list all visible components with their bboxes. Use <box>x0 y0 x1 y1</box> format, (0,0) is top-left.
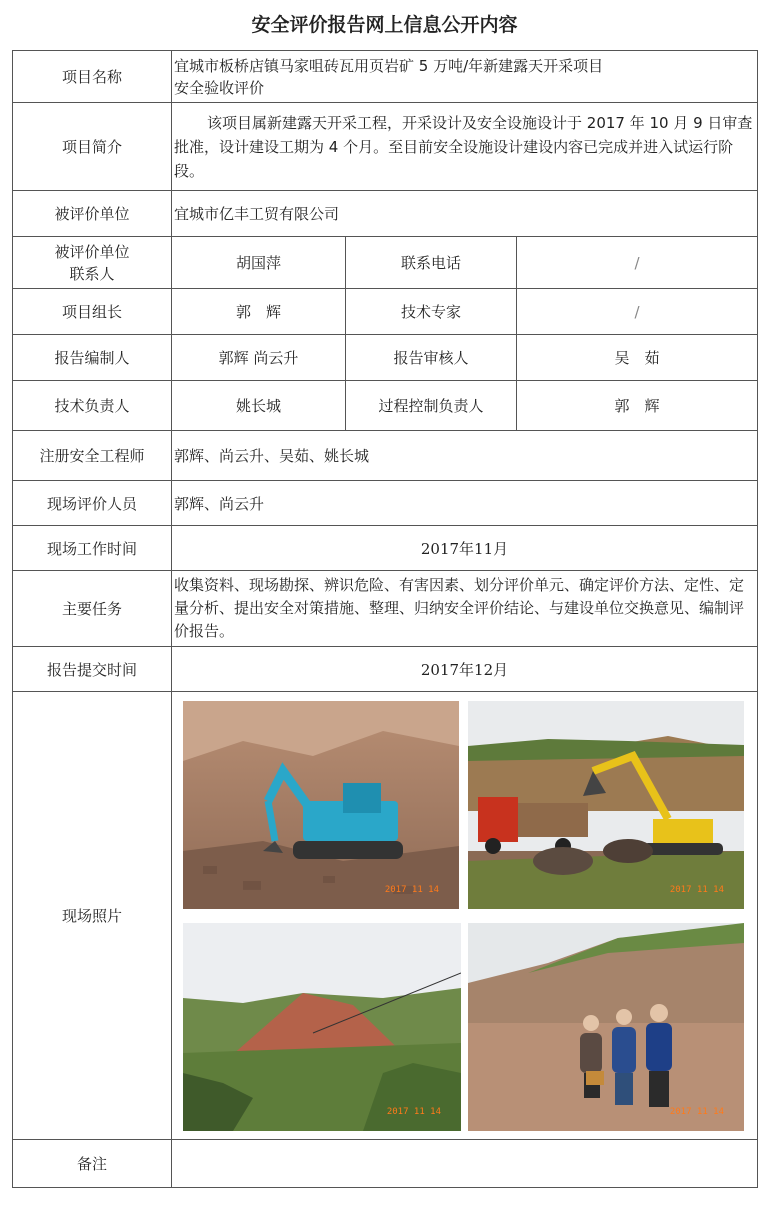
project-intro-text: 该项目属新建露天开采工程，开采设计及安全设施设计于 2017 年 10 月 9 日审查批准，设计建设工期为 4 个月。至目前安全设施设计建设内容已完成并进入试运行阶段。 <box>172 103 758 191</box>
evaluators-label: 现场评价人员 <box>13 481 172 526</box>
row-remarks <box>13 1140 758 1188</box>
expert-value: / <box>517 289 758 335</box>
row-engineers <box>13 431 758 481</box>
row-evaluators <box>13 481 758 526</box>
reviewer-label: 报告审核人 <box>346 335 517 381</box>
tech-lead-label: 技术负责人 <box>13 381 172 431</box>
engineers-label: 注册安全工程师 <box>13 431 172 481</box>
contact-value: 胡国萍 <box>172 237 346 289</box>
project-name-line1: 宜城市板桥店镇马家咀砖瓦用页岩矿 5 万吨/年新建露天开采项目 <box>174 56 604 75</box>
photo-soil-mound <box>183 923 461 1131</box>
phone-label: 联系电话 <box>346 237 517 289</box>
evaluated-unit-value: 宜城市亿丰工贸有限公司 <box>172 191 758 237</box>
team-photo-image <box>468 923 744 1131</box>
photo-date-stamp: 2017 11 14 <box>384 884 439 895</box>
row-report-author <box>13 335 758 381</box>
process-value: 郭 辉 <box>517 381 758 431</box>
tasks-text: 收集资料、现场勘探、辨识危险、有害因素、划分评价单元、确定评价方法、定性、定量分析、提出安全对策措施、整理、归纳安全评价结论、与建设单位交换意见、编制评价报告。 <box>172 571 758 647</box>
row-contact <box>13 237 758 289</box>
photos-label: 现场照片 <box>13 692 172 1140</box>
evaluators-value: 郭辉、尚云升 <box>172 481 758 526</box>
contact-label-line1: 被评价单位 <box>54 242 130 261</box>
photo-grid <box>172 693 757 1139</box>
row-photos <box>13 692 758 1140</box>
row-project-intro <box>13 103 758 191</box>
expert-label: 技术专家 <box>346 289 517 335</box>
contact-label <box>13 237 172 289</box>
tech-lead-value: 姚长城 <box>172 381 346 431</box>
report-author-label: 报告编制人 <box>13 335 172 381</box>
photo-date-stamp: 2017 11 14 <box>386 1106 441 1117</box>
row-evaluated-unit <box>13 191 758 237</box>
project-name-label: 项目名称 <box>13 51 172 103</box>
submit-time-label: 报告提交时间 <box>13 647 172 692</box>
process-label: 过程控制负责人 <box>346 381 517 431</box>
report-author-value: 郭辉 尚云升 <box>172 335 346 381</box>
row-tech-lead <box>13 381 758 431</box>
excavator-photo-image <box>183 701 459 909</box>
photo-truck-loading <box>468 701 744 909</box>
info-table <box>12 50 758 1188</box>
photo-date-stamp: 2017 11 14 <box>669 1106 724 1117</box>
project-name-value <box>172 51 758 103</box>
project-name-line2: 安全验收评价 <box>174 78 265 97</box>
row-submit-time <box>13 647 758 692</box>
photo-team-on-site <box>468 923 744 1131</box>
tasks-label: 主要任务 <box>13 571 172 647</box>
photos-cell <box>172 692 758 1140</box>
work-time-label: 现场工作时间 <box>13 526 172 571</box>
project-intro-label: 项目简介 <box>13 103 172 191</box>
reviewer-value: 吴 茹 <box>517 335 758 381</box>
remarks-value <box>172 1140 758 1188</box>
remarks-label: 备注 <box>13 1140 172 1188</box>
phone-value: / <box>517 237 758 289</box>
engineers-value: 郭辉、尚云升、吴茹、姚长城 <box>172 431 758 481</box>
row-work-time <box>13 526 758 571</box>
truck-photo-image <box>468 701 744 909</box>
row-tasks <box>13 571 758 647</box>
mound-photo-image <box>183 923 461 1131</box>
row-team-leader <box>13 289 758 335</box>
team-leader-value: 郭 辉 <box>172 289 346 335</box>
photo-excavator <box>183 701 459 909</box>
photo-date-stamp: 2017 11 14 <box>669 884 724 895</box>
work-time-value: 2017年11月 <box>172 526 758 571</box>
team-leader-label: 项目组长 <box>13 289 172 335</box>
contact-label-line2: 联系人 <box>69 264 115 283</box>
row-project-name <box>13 51 758 103</box>
evaluated-unit-label: 被评价单位 <box>13 191 172 237</box>
submit-time-value: 2017年12月 <box>172 647 758 692</box>
page-title: 安全评价报告网上信息公开内容 <box>251 14 518 36</box>
